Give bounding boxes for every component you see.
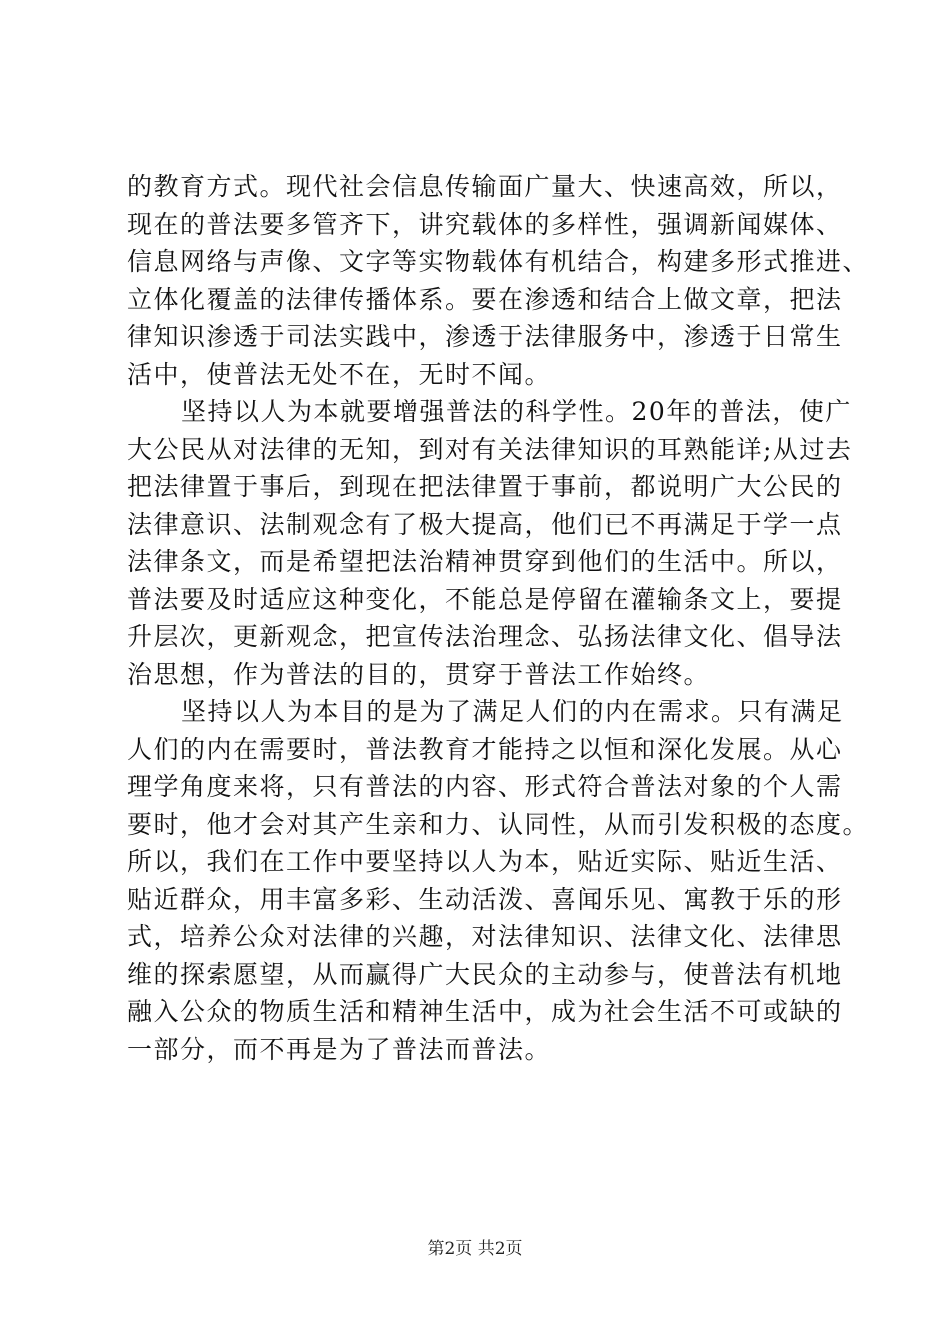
text-line: 要时，他才会对其产生亲和力、认同性，从而引发积极的态度。 [127, 809, 870, 839]
text-line: 所以，我们在工作中要坚持以人为本，贴近实际、贴近生活、 [127, 847, 843, 876]
text-line: 活中，使普法无处不在，无时不闻。 [127, 359, 552, 389]
text-line: 坚持以人为本目的是为了满足人们的内在需求。只有满足 [181, 697, 844, 726]
text-line: 升层次，更新观念，把宣传法治理念、弘扬法律文化、倡导法 [127, 622, 843, 651]
text-line: 维的探索愿望，从而赢得广大民众的主动参与，使普法有机地 [127, 959, 843, 989]
text-line: 律知识渗透于司法实践中，渗透于法律服务中，渗透于日常生 [127, 322, 843, 351]
page-footer: 第2页 共2页 [427, 1239, 523, 1259]
text-line: 立体化覆盖的法律传播体系。要在渗透和结合上做文章，把法 [127, 284, 843, 314]
text-line: 融入公众的物质生活和精神生活中，成为社会生活不可或缺的 [127, 997, 843, 1026]
document-body [127, 168, 870, 1068]
text-line: 治思想，作为普法的目的，贯穿于普法工作始终。 [127, 659, 711, 689]
text-line: 坚持以人为本就要增强普法的科学性。20年的普法，使广 [181, 397, 852, 426]
text-line: 一部分，而不再是为了普法而普法。 [127, 1034, 552, 1064]
text-line: 式，培养公众对法律的兴趣，对法律知识、法律文化、法律思 [127, 922, 843, 951]
text-line: 现在的普法要多管齐下，讲究载体的多样性，强调新闻媒体、 [127, 209, 843, 239]
text-line: 大公民从对法律的无知，到对有关法律知识的耳熟能详;从过去 [127, 434, 853, 464]
text-line: 法律条文，而是希望把法治精神贯穿到他们的生活中。所以， [127, 547, 843, 576]
text-line: 信息网络与声像、文字等实物载体有机结合，构建多形式推进、 [127, 247, 870, 276]
text-line: 法律意识、法制观念有了极大提高，他们已不再满足于学一点 [127, 509, 843, 539]
text-line: 普法要及时适应这种变化，不能总是停留在灌输条文上，要提 [127, 584, 843, 614]
text-line: 的教育方式。现代社会信息传输面广量大、快速高效，所以， [127, 172, 843, 201]
text-line: 贴近群众，用丰富多彩、生动活泼、喜闻乐见、寓教于乐的形 [127, 884, 843, 914]
text-line: 人们的内在需要时，普法教育才能持之以恒和深化发展。从心 [127, 734, 843, 764]
text-line: 理学角度来将，只有普法的内容、形式符合普法对象的个人需 [127, 772, 843, 801]
text-line: 把法律置于事后，到现在把法律置于事前，都说明广大公民的 [127, 472, 843, 501]
